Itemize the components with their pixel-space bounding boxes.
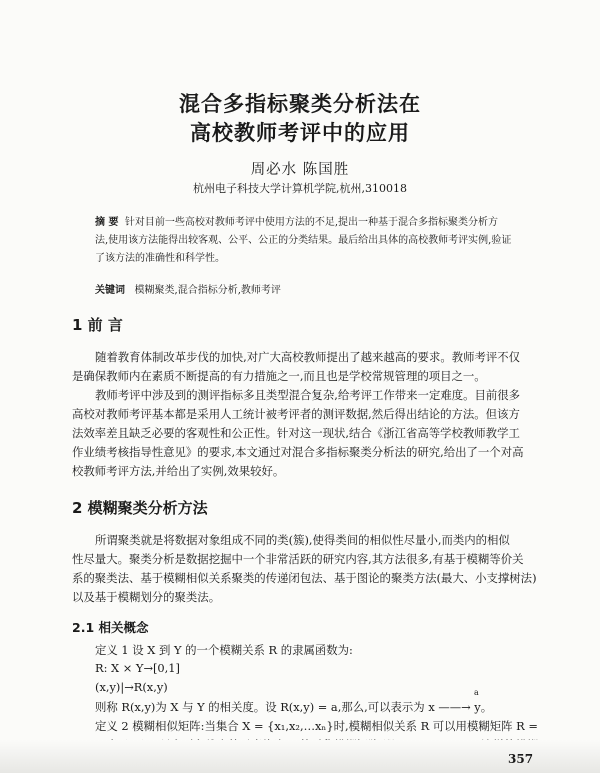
section-2-line: 所谓聚类就是将数据对象组成不同的类(簇),使得类间的相似性尽量小,而类内的相似 <box>95 533 510 547</box>
title-line-1: 混合多指标聚类分析法在 <box>179 92 421 116</box>
abstract-line-3: 了该方法的准确性和科学性。 <box>95 253 225 264</box>
keywords-block <box>95 281 281 296</box>
section-2-1-heading: 2.1 相关概念 <box>72 620 149 635</box>
section-1-line: 校教师考评方法,并给出了实例,效果较好。 <box>72 464 285 478</box>
section-1-heading: 1 前 言 <box>72 316 123 334</box>
keywords: 模糊聚类,混合指标分析,教师考评 <box>134 285 281 296</box>
abstract-line-1: 针对目前一些高校对教师考评中使用方法的不足,提出一种基于混合多指标聚类分析方 <box>124 217 499 228</box>
formula-line: R: X × Y→[0,1] <box>95 661 180 675</box>
arrow-label: a <box>474 688 479 697</box>
abstract-label: 摘 要 <box>95 217 119 228</box>
page-number: 357 <box>508 752 534 766</box>
section-2-line: 性尽量大。聚类分析是数据挖掘中一个非常活跃的研究内容,其方法很多,有基于模糊等价关 <box>72 552 524 566</box>
section-1-line: 法效率差且缺乏必要的客观性和公正性。针对这一现状,结合《浙江省高等学校教师教学工 <box>72 426 520 440</box>
definition-line: 则称 R(x,y)为 X 与 Y 的相关度。设 R(x,y) = a,那么,可以表示为 x ——→ y。 <box>95 700 493 714</box>
abstract-block <box>95 213 498 228</box>
title-line-2: 高校教师考评中的应用 <box>190 121 410 145</box>
section-2-line: 以及基于模糊划分的聚类法。 <box>72 590 221 604</box>
section-1-line: 高校对教师考评基本都是采用人工统计被考评者的测评数据,然后得出结论的方法。但该方 <box>72 407 520 421</box>
definition-line: 定义 2 模糊相似矩阵:当集合 X = {x₁,x₂,…xₙ}时,模糊相似关系 R 可以用模糊矩阵 R = <box>95 719 538 733</box>
definition-line: 定义 1 设 X 到 Y 的一个模糊关系 R 的隶属函数为: <box>95 643 353 657</box>
authors: 周必水 陈国胜 <box>250 162 350 178</box>
section-1-line: 是确保教师内在素质不断提高的有力措施之一,而且也是学校常规管理的项目之一。 <box>72 369 486 383</box>
abstract-line-2: 法,使用该方法能得出较客观、公平、公正的分类结果。最后给出具体的高校教师考评实例,验证 <box>95 235 512 246</box>
formula-line: (x,y)|→R(x,y) <box>95 680 168 694</box>
keywords-label: 关键词 <box>95 285 125 296</box>
section-2-line: 系的聚类法、基于模糊相似关系聚类的传递闭包法、基于图论的聚类方法(最大、小支撑树法) <box>72 571 537 585</box>
section-1-line: 随着教育体制改革步伐的加快,对广大高校教师提出了越来越高的要求。教师考评不仅 <box>95 350 521 364</box>
section-1-line: 作业绩考核指导性意见》的要求,本文通过对混合多指标聚类分析法的研究,给出了一个对高 <box>72 445 524 459</box>
section-1-line: 教师考评中涉及到的测评指标多且类型混合复杂,给考评工作带来一定难度。目前很多 <box>95 388 521 402</box>
affiliation: 杭州电子科技大学计算机学院,杭州,310018 <box>193 182 407 195</box>
section-2-heading: 2 模糊聚类分析方法 <box>72 499 208 517</box>
